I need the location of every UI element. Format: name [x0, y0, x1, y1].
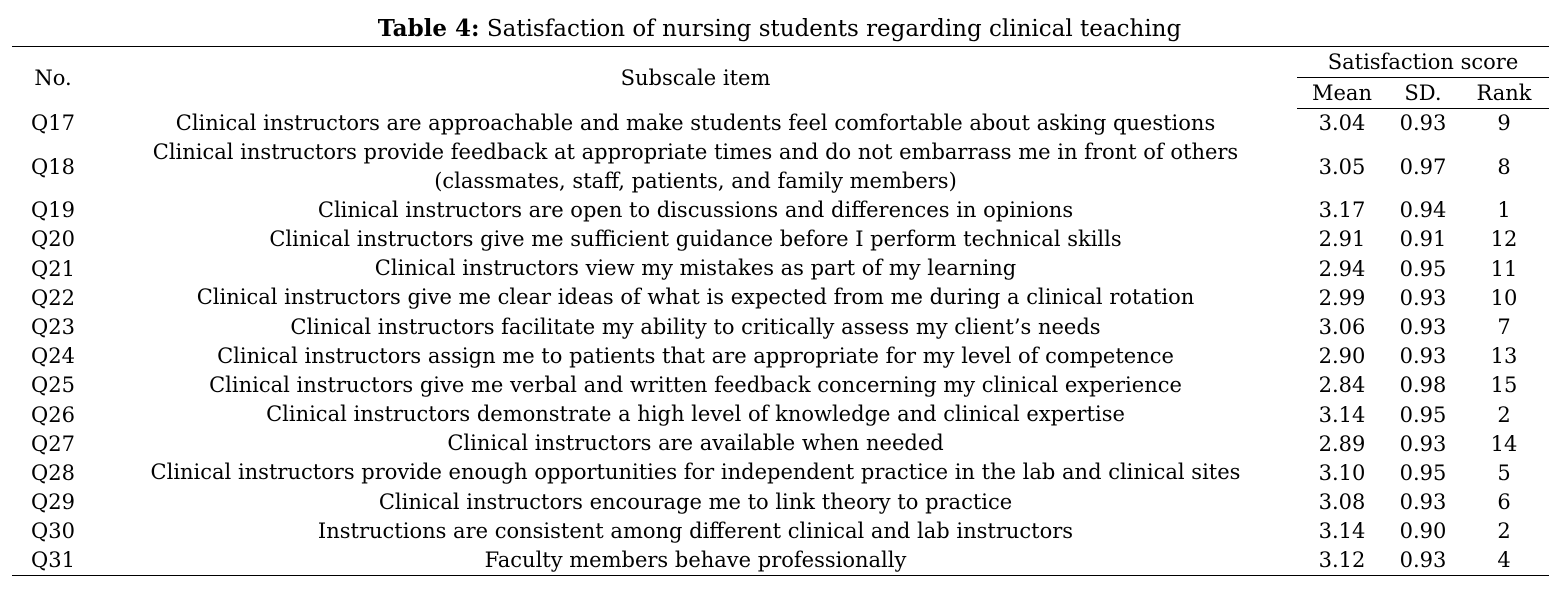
- cell-mean: 3.05: [1318, 154, 1366, 179]
- cell-no: Q25: [31, 373, 75, 398]
- cell-rank: 4: [1459, 546, 1549, 576]
- table-row: [12, 225, 1549, 254]
- table-row: [12, 138, 1549, 196]
- satisfaction-table: [12, 46, 1549, 576]
- cell-rank: 12: [1490, 227, 1518, 252]
- cell-mean: 3.14: [1318, 402, 1366, 427]
- cell-mean: 3.04: [1318, 111, 1366, 136]
- cell-item: Clinical instructors facilitate my ability to critically assess my client’s needs: [290, 314, 1101, 339]
- cell-sd: 0.93: [1399, 111, 1447, 136]
- header-sd: SD.: [1387, 78, 1459, 109]
- cell-item: Faculty members behave professionally: [94, 546, 1297, 576]
- cell-item-line-2: (classmates, staff, patients, and family members): [434, 168, 957, 193]
- cell-rank: 14: [1490, 431, 1518, 456]
- cell-rank: 6: [1497, 490, 1511, 515]
- cell-item: Clinical instructors give me verbal and written feedback concerning my clinical experience: [209, 372, 1182, 397]
- cell-no: Q19: [31, 198, 75, 223]
- table-row: [12, 196, 1549, 225]
- cell-no: Q28: [31, 460, 75, 485]
- cell-item-line-1: Clinical instructors provide feedback at appropriate times and do not embarrass me in front of others: [152, 139, 1239, 164]
- cell-sd: 0.91: [1399, 227, 1447, 252]
- cell-mean: 3.10: [1318, 460, 1366, 485]
- cell-no: Q21: [31, 256, 75, 281]
- cell-rank: 15: [1490, 373, 1518, 398]
- cell-item: Clinical instructors demonstrate a high level of knowledge and clinical expertise: [266, 402, 1125, 427]
- cell-rank: 2: [1497, 402, 1511, 427]
- cell-no: Q30: [31, 519, 75, 544]
- cell-sd: 0.97: [1399, 154, 1447, 179]
- cell-item: Clinical instructors are available when needed: [447, 431, 944, 456]
- cell-sd: 0.93: [1399, 490, 1447, 515]
- header-no: No.: [12, 47, 94, 109]
- cell-mean: 2.94: [1318, 256, 1366, 281]
- cell-no: Q22: [31, 285, 75, 310]
- cell-item: Clinical instructors view my mistakes as part of my learning: [374, 256, 1017, 281]
- cell-mean: 3.06: [1318, 315, 1366, 340]
- table-row: [12, 458, 1549, 487]
- cell-no: Q17: [31, 111, 75, 136]
- cell-mean: 3.17: [1318, 198, 1366, 223]
- cell-no: Q27: [31, 431, 75, 456]
- cell-rank: 5: [1497, 460, 1511, 485]
- cell-no: Q31: [12, 546, 94, 576]
- cell-mean: 2.90: [1318, 344, 1366, 369]
- cell-sd: 0.95: [1399, 402, 1447, 427]
- cell-mean: 2.99: [1318, 285, 1366, 310]
- table-row: [12, 254, 1549, 283]
- header-item: Subscale item: [94, 47, 1297, 109]
- cell-rank: 9: [1497, 111, 1511, 136]
- table-caption: [0, 12, 1559, 46]
- cell-sd: 0.95: [1399, 256, 1447, 281]
- cell-item: Instructions are consistent among different clinical and lab instructors: [317, 518, 1074, 543]
- cell-sd: 0.95: [1399, 460, 1447, 485]
- table-row: [12, 342, 1549, 371]
- cell-rank: 10: [1490, 285, 1518, 310]
- table-row: [12, 400, 1549, 429]
- header-satisfaction-score: Satisfaction score: [1297, 47, 1549, 78]
- cell-item: [94, 138, 1297, 196]
- cell-mean: 3.12: [1297, 546, 1387, 576]
- cell-rank: 8: [1497, 154, 1511, 179]
- cell-item: Clinical instructors give me sufficient guidance before I perform technical skills: [269, 226, 1122, 251]
- table-row: [12, 517, 1549, 546]
- table-row: [12, 546, 1549, 576]
- table-row: [12, 283, 1549, 312]
- cell-mean: 2.84: [1318, 373, 1366, 398]
- cell-rank: 1: [1497, 198, 1511, 223]
- cell-sd: 0.98: [1399, 373, 1447, 398]
- cell-rank: 7: [1497, 315, 1511, 340]
- cell-item: Clinical instructors encourage me to link theory to practice: [378, 489, 1013, 514]
- cell-mean: 3.14: [1318, 519, 1366, 544]
- cell-item: Clinical instructors provide enough opportunities for independent practice in the lab and clinical sites: [150, 460, 1241, 485]
- cell-no: Q23: [31, 315, 75, 340]
- cell-sd: 0.94: [1399, 198, 1447, 223]
- cell-sd: 0.93: [1399, 315, 1447, 340]
- cell-rank: 13: [1490, 344, 1518, 369]
- table-row: [12, 109, 1549, 138]
- header-mean: Mean: [1297, 78, 1387, 109]
- cell-sd: 0.93: [1399, 344, 1447, 369]
- header-row-1: [12, 47, 1549, 78]
- header-rank: Rank: [1459, 78, 1549, 109]
- cell-item: Clinical instructors are approachable and make students feel comfortable about asking questions: [175, 110, 1216, 135]
- cell-mean: 2.89: [1318, 431, 1366, 456]
- cell-item: Clinical instructors assign me to patients that are appropriate for my level of competence: [217, 343, 1174, 368]
- cell-item: Clinical instructors are open to discussions and differences in opinions: [317, 197, 1074, 222]
- cell-item: Clinical instructors give me clear ideas of what is expected from me during a clinical rotation: [196, 285, 1195, 310]
- cell-no: Q18: [31, 154, 75, 179]
- cell-sd: 0.93: [1387, 546, 1459, 576]
- table-row: [12, 312, 1549, 341]
- cell-sd: 0.93: [1399, 431, 1447, 456]
- cell-no: Q26: [31, 402, 75, 427]
- cell-rank: 11: [1490, 256, 1518, 281]
- cell-sd: 0.93: [1399, 285, 1447, 310]
- cell-mean: 3.08: [1318, 490, 1366, 515]
- table-row: [12, 429, 1549, 458]
- caption-label: Table 4:: [377, 15, 480, 42]
- caption-text: Satisfaction of nursing students regarding clinical teaching: [486, 16, 1182, 42]
- cell-sd: 0.90: [1399, 519, 1447, 544]
- cell-rank: 2: [1497, 519, 1511, 544]
- table-row: [12, 371, 1549, 400]
- cell-mean: 2.91: [1318, 227, 1366, 252]
- cell-no: Q29: [31, 490, 75, 515]
- cell-no: Q24: [31, 344, 75, 369]
- cell-no: Q20: [31, 227, 75, 252]
- table-row: [12, 488, 1549, 517]
